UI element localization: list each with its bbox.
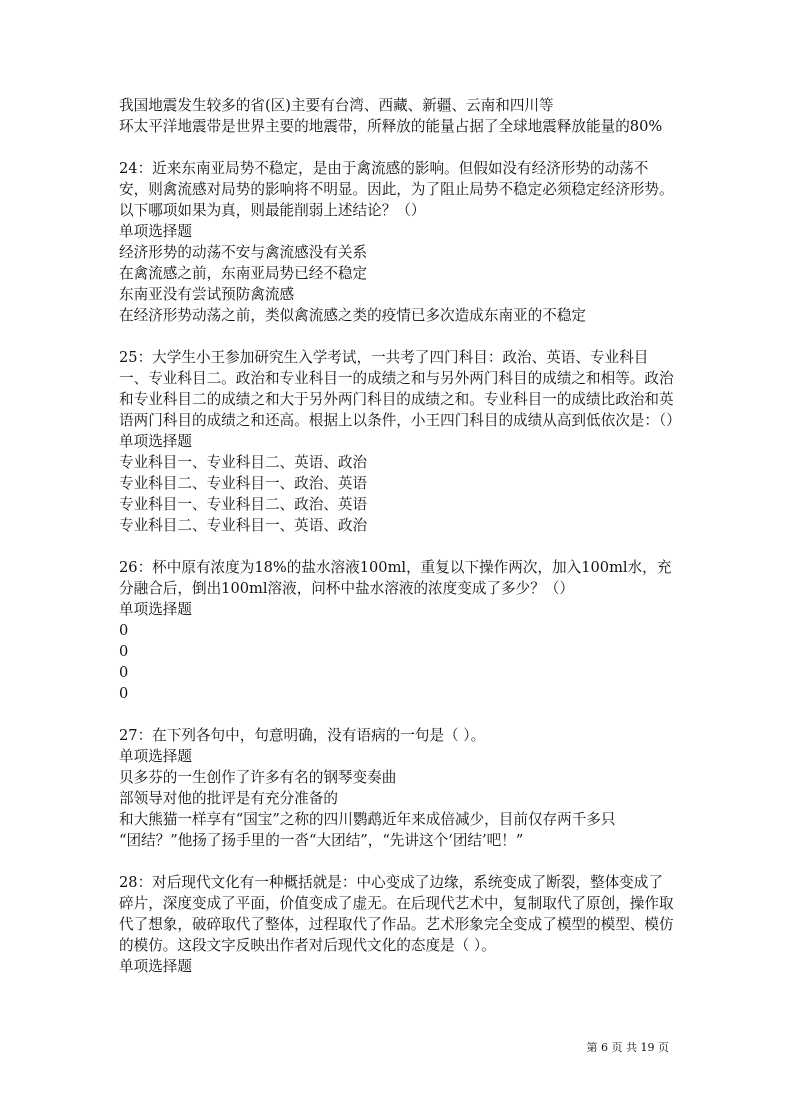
question-stem: 28：对后现代文化有一种概括就是：中心变成了边缘，系统变成了断裂，整体变成了碎片，深度变成了平面，价值变成了虚无。在后现代艺术中，复制取代了原创，操作取代了想象，破碎取代了整体，过程取代了作品。艺术形象完全变成了模型的模型、模仿的模仿。这段文字反映出作者对后现代文化的态度是（ ）。 <box>119 874 674 954</box>
question-type: 单项选择题 <box>119 601 192 618</box>
question-type: 单项选择题 <box>119 223 192 240</box>
document-body <box>119 95 681 998</box>
option-b: 专业科目二、专业科目一、政治、英语 <box>119 475 368 492</box>
question-24 <box>119 158 675 326</box>
question-26 <box>119 557 675 704</box>
question-25 <box>119 347 681 536</box>
option-d: 专业科目二、专业科目一、英语、政治 <box>119 517 368 534</box>
option-a: 贝多芬的一生创作了许多有名的钢琴变奏曲 <box>119 769 397 786</box>
option-a: 经济形势的动荡不安与禽流感没有关系 <box>119 244 368 261</box>
question-stem: 26：杯中原有浓度为18%的盐水溶液100ml，重复以下操作两次，加入100ml水，充分融合后，倒出100ml溶液，问杯中盐水溶液的浓度变成了多少？（） <box>119 559 672 597</box>
option-a: 专业科目一、专业科目二、英语、政治 <box>119 454 368 471</box>
option-a: 0 <box>119 622 129 639</box>
question-stem: 24：近来东南亚局势不稳定，是由于禽流感的影响。但假如没有经济形势的动荡不安，则禽流感对局势的影响将不明显。因此，为了阻止局势不稳定必须稳定经济形势。以下哪项如果为真，则最能削弱上述结论？（） <box>119 160 674 219</box>
page-number: 第 6 页 共 19 页 <box>586 1041 669 1054</box>
question-stem: 25：大学生小王参加研究生入学考试，一共考了四门科目：政治、英语、专业科目一、专业科目二。政治和专业科目一的成绩之和与另外两门科目的成绩之和相等。政治和专业科目二的成绩之和大于另外两门科目的成绩之和。专业科目一的成绩比政治和英语两门科目的成绩之和还高。根据上以条件，小王四门科目的成绩从高到低依次是：（） <box>119 349 681 429</box>
question-28 <box>119 872 675 977</box>
option-c: 和大熊猫一样享有“国宝”之称的四川鹦鹉近年来成倍减少，目前仅存两千多只 <box>119 811 616 828</box>
question-type: 单项选择题 <box>119 958 192 975</box>
question-type: 单项选择题 <box>119 433 192 450</box>
intro-line: 我国地震发生较多的省(区)主要有台湾、西藏、新疆、云南和四川等 <box>119 97 554 114</box>
intro-line: 环太平洋地震带是世界主要的地震带，所释放的能量占据了全球地震释放能量的80% <box>119 118 663 135</box>
option-d: 0 <box>119 685 129 702</box>
question-stem: 27：在下列各句中，句意明确，没有语病的一句是（ ）。 <box>119 727 486 744</box>
option-c: 东南亚没有尝试预防禽流感 <box>119 286 295 303</box>
option-c: 专业科目一、专业科目二、政治、英语 <box>119 496 368 513</box>
option-b: 部领导对他的批评是有充分准备的 <box>119 790 338 807</box>
option-d: 在经济形势动荡之前，类似禽流感之类的疫情已多次造成东南亚的不稳定 <box>119 307 587 324</box>
option-d: “团结？”他扬了扬手里的一沓“大团结”，“先讲这个‘团结’吧！” <box>119 832 524 849</box>
question-27 <box>119 725 675 851</box>
option-c: 0 <box>119 664 129 681</box>
intro-block <box>119 95 675 137</box>
question-type: 单项选择题 <box>119 748 192 765</box>
option-b: 在禽流感之前，东南亚局势已经不稳定 <box>119 265 368 282</box>
option-b: 0 <box>119 643 129 660</box>
